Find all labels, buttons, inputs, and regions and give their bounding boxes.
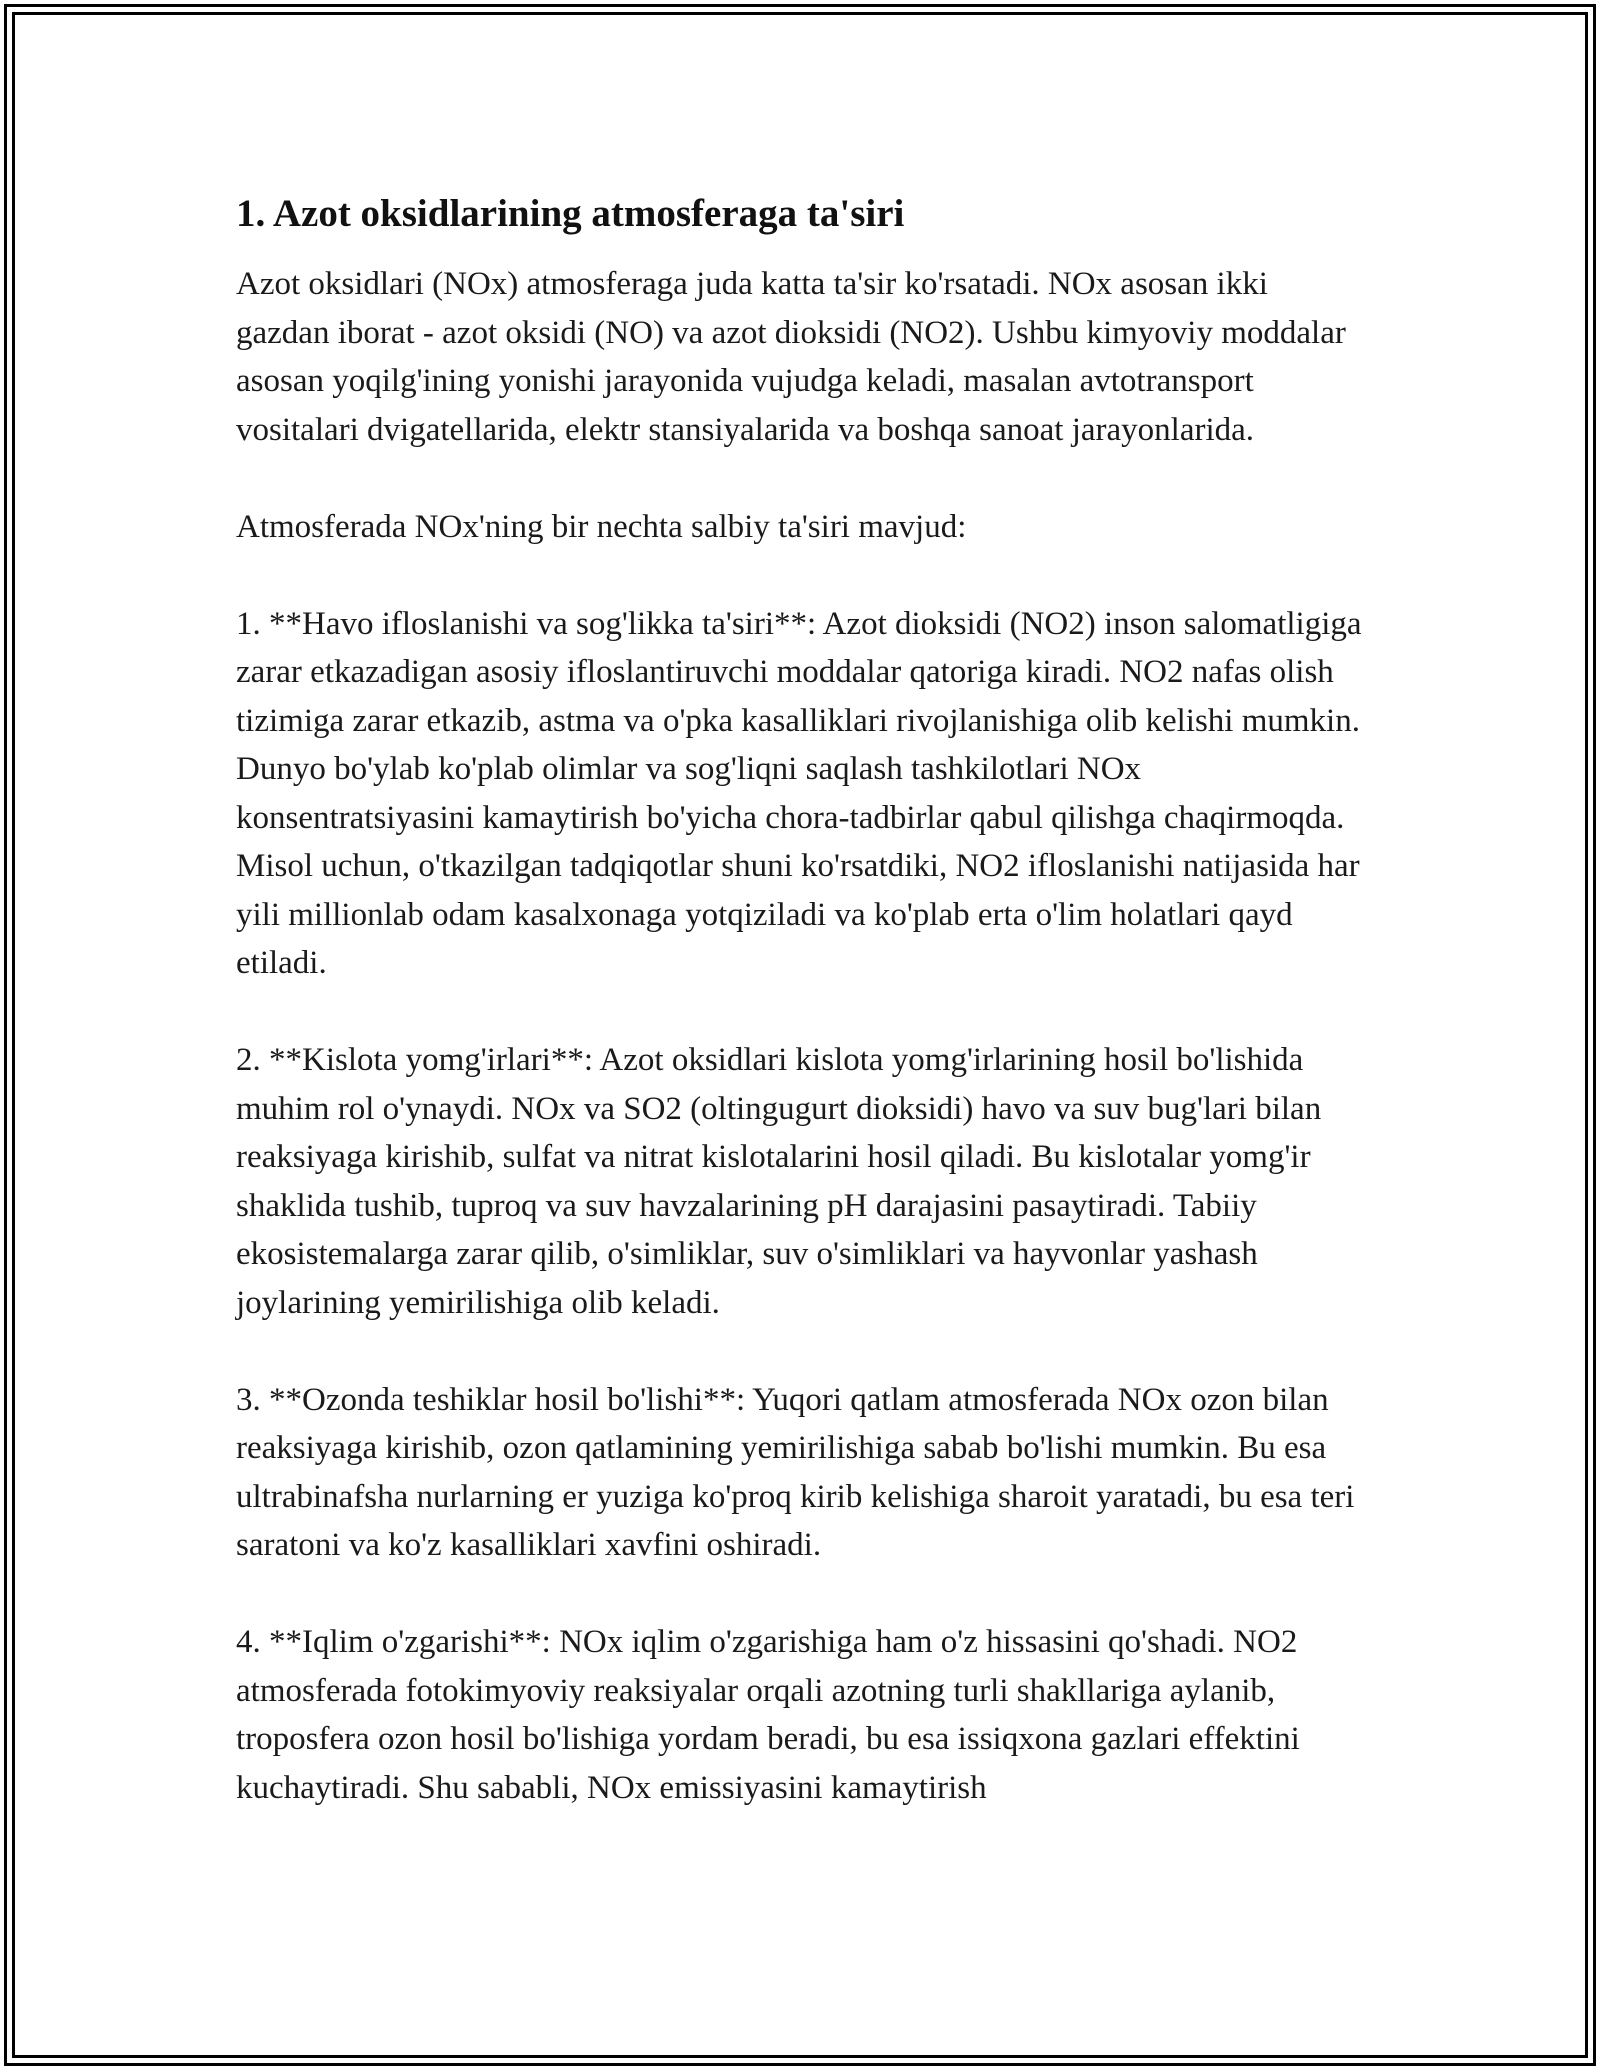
effects-lead-paragraph: Atmosferada NOx'ning bir nechta salbiy ta'siri mavjud: <box>236 508 967 545</box>
intro-paragraph: Azot oksidlari (NOx) atmosferaga juda katta ta'sir ko'rsatadi. NOx asosan ikki gazdan iborat - azot oksidi (NO) va azot dioksidi (NO2). Ushbu kimyoviy moddalar asosan yoqilg'ining yonishi jarayonida vujudga keladi, masalan avtotransport vositalari dvigatellarida, elektr stansiyalarida va boshqa sanoat jarayonlarida. <box>236 266 1346 448</box>
section-heading: 1. Azot oksidlarining atmosferaga ta'siri <box>236 192 905 235</box>
effect-item-climate-change: 4. **Iqlim o'zgarishi**: NOx iqlim o'zgarishiga ham o'z hissasini qo'shadi. NO2 atmosferada fotokimyoviy reaksiyalar orqali azotning turli shakllariga aylanib, troposfera ozon hosil bo'lishiga yordam beradi, bu esa issiqxona gazlari effektini kuchaytiradi. Shu sababli, NOx emissiyasini kamaytirish <box>236 1624 1300 1806</box>
effect-item-air-pollution: 1. **Havo ifloslanishi va sog'likka ta'siri**: Azot dioksidi (NO2) inson salomatligiga zarar etkazadigan asosiy ifloslantiruvchi moddalar qatoriga kiradi. NO2 nafas olish tizimiga zarar etkazib, astma va o'pka kasalliklari rivojlanishiga olib kelishi mumkin. Dunyo bo'ylab ko'plab olimlar va sog'liqni saqlash tashkilotlari NOx konsentratsiyasini kamaytirish bo'yicha chora-tadbirlar qabul qilishga chaqirmoqda. Misol uchun, o'tkazilgan tadqiqotlar shuni ko'rsatdiki, NO2 ifloslanishi natijasida har yili millionlab odam kasalxonaga yotqiziladi va ko'plab erta o'lim holatlari qayd etiladi. <box>236 605 1362 981</box>
effect-item-ozone-depletion: 3. **Ozonda teshiklar hosil bo'lishi**: Yuqori qatlam atmosferada NOx ozon bilan reaksiyaga kirishib, ozon qatlamining yemirilishiga sabab bo'lishi mumkin. Bu esa ultrabinafsha nurlarning er yuziga ko'proq kirib kelishiga sharoit yaratadi, bu esa teri saratoni va ko'z kasalliklari xavfini oshiradi. <box>236 1381 1355 1563</box>
effect-item-acid-rain: 2. **Kislota yomg'irlari**: Azot oksidlari kislota yomg'irlarining hosil bo'lishida muhim rol o'ynaydi. NOx va SO2 (oltingugurt dioksidi) havo va suv bug'lari bilan reaksiyaga kirishib, sulfat va nitrat kislotalarini hosil qiladi. Bu kislotalar yomg'ir shaklida tushib, tuproq va suv havzalarining pH darajasini pasaytiradi. Tabiiy ekosistemalarga zarar qilib, o'simliklar, suv o'simliklari va hayvonlar yashash joylarining yemirilishiga olib keladi. <box>236 1042 1322 1321</box>
document-body <box>236 188 1366 1861</box>
